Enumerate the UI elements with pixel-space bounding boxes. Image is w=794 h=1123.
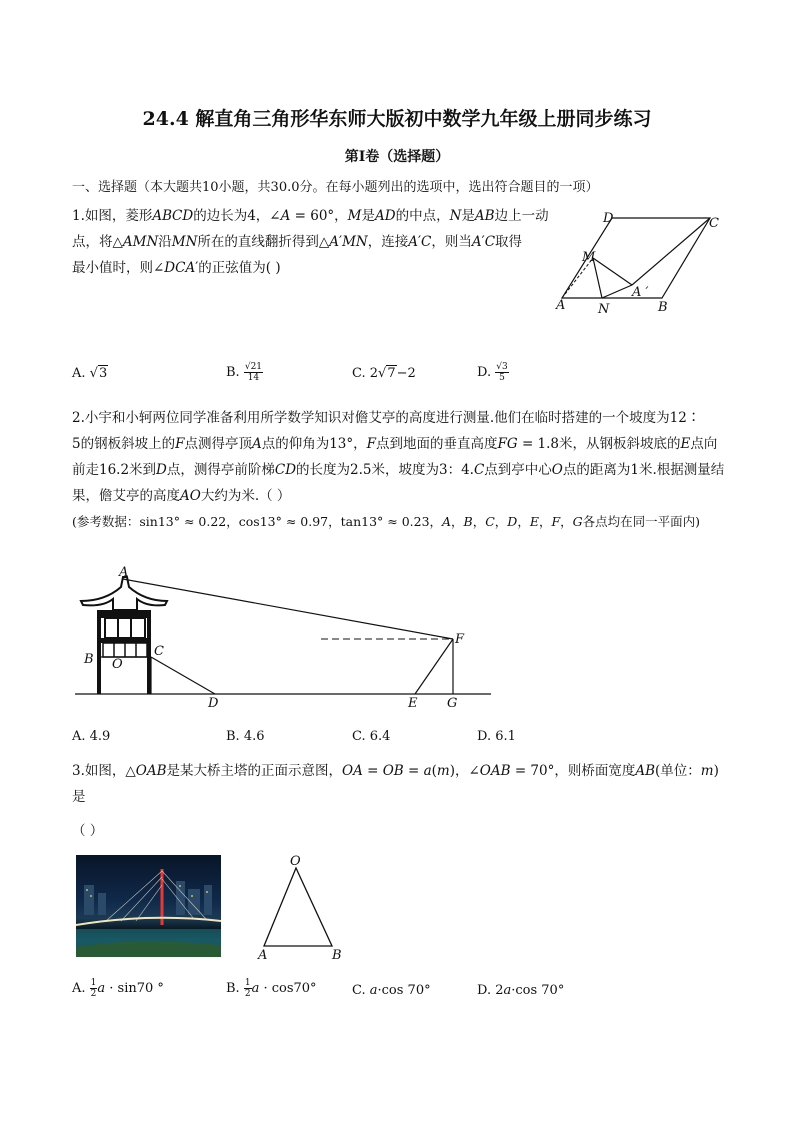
label-c: C bbox=[154, 644, 164, 659]
label-b: B bbox=[658, 300, 668, 315]
question-text-line: 果，儋艾亭的高度𝐴𝑂大约为米.（ ） bbox=[72, 488, 291, 504]
question-number: 1. bbox=[72, 208, 85, 224]
label-c: C bbox=[709, 216, 719, 231]
segment-ac bbox=[632, 218, 710, 285]
steel-slope-ef bbox=[415, 639, 453, 694]
pavilion-roof bbox=[81, 577, 167, 610]
rhombus-figure bbox=[550, 205, 730, 320]
reference-data: (参考数据：sin13° ≈ 0.22，cos13° ≈ 0.97，tan13° ≈ 0.23，𝐴，𝐵，𝐶，𝐷，𝐸，𝐹，𝐺各点均在同一平面内) bbox=[72, 514, 700, 529]
label-b: B bbox=[332, 948, 342, 963]
label-a: A bbox=[119, 565, 129, 580]
label-o: O bbox=[290, 854, 301, 869]
section-heading: 第Ⅰ卷（选择题） bbox=[344, 149, 450, 165]
option-b[interactable]: B. 4.6 bbox=[226, 729, 265, 744]
question-text-line: 如图，菱形𝐴𝐵𝐶𝐷的边长为4，∠𝐴 = 60°，𝑀是𝐴𝐷的中点，𝑁是𝐴𝐵边上一动 bbox=[84, 208, 549, 224]
label-d: D bbox=[208, 696, 219, 711]
option-c[interactable]: C. 𝑎·cos 70° bbox=[352, 983, 431, 998]
label-a: A bbox=[556, 298, 566, 313]
fraction: $\frac{√3}{5}$ bbox=[496, 362, 508, 383]
question-text-line: 前走16.2米到𝐷点，测得亭前阶梯𝐶𝐷的长度为2.5米，坡度为3：4.𝐶点到亭中心𝑂点的距离为1米.根据测量结 bbox=[72, 462, 725, 478]
option-c[interactable]: C. 2√7−2 bbox=[352, 366, 416, 381]
option-b[interactable]: B. $\frac{√21}{14}$ bbox=[226, 362, 263, 383]
option-a[interactable]: A. $\frac{1}{2}$ 𝑎 · sin70 ° bbox=[72, 978, 164, 999]
label-a-prime: A ′ bbox=[632, 285, 649, 300]
fraction: $\frac{1}{2}$ bbox=[244, 978, 251, 999]
sight-line-af bbox=[123, 579, 453, 639]
label-m: M bbox=[582, 250, 596, 265]
label-g: G bbox=[447, 696, 458, 711]
question-text-line: （ ） bbox=[72, 823, 104, 839]
option-b[interactable]: B. $\frac{1}{2}$ 𝑎 · cos70° bbox=[226, 978, 317, 999]
step-slope-cd bbox=[151, 657, 215, 694]
label-d: D bbox=[603, 211, 614, 226]
question-text-line: 如图，△𝑂𝐴𝐵是某大桥主塔的正面示意图，𝑂𝐴 = 𝑂𝐵 = 𝑎(𝑚)，∠𝑂𝐴𝐵 = 70°，则桥面宽度𝐴𝐵(单位：𝑚)是 bbox=[72, 763, 719, 805]
question-2 bbox=[72, 405, 732, 535]
label-f: F bbox=[455, 632, 465, 647]
option-a[interactable]: A. √3 bbox=[72, 366, 108, 381]
label-e: E bbox=[408, 696, 418, 711]
option-d[interactable]: D. $\frac{√3}{5}$ bbox=[477, 362, 508, 383]
question-number: 3. bbox=[72, 763, 85, 779]
pavilion-window bbox=[105, 618, 145, 638]
question-text-line: 最小值时，则∠𝐷𝐶𝐴′的正弦值为( ) bbox=[72, 260, 281, 276]
bridge-photo-illustration bbox=[76, 855, 221, 957]
pavilion-beam bbox=[97, 610, 151, 618]
option-d[interactable]: D. 6.1 bbox=[477, 729, 516, 744]
fraction: $\frac{1}{2}$ bbox=[90, 978, 97, 999]
question-number: 2. bbox=[72, 410, 85, 426]
question-text-line: 5的钢板斜坡上的𝐹点测得亭顶𝐴点的仰角为13°，𝐹点到地面的垂直高度𝐹𝐺 = 1.8米，从钢板斜坡底的𝐸点向 bbox=[72, 436, 718, 452]
option-d[interactable]: D. 2𝑎·cos 70° bbox=[477, 983, 565, 998]
fraction: $\frac{√21}{14}$ bbox=[244, 362, 263, 383]
fold-line-ma bbox=[593, 258, 632, 285]
bridge-deck bbox=[76, 918, 221, 925]
pavilion-pillar bbox=[97, 618, 101, 694]
pavilion-figure bbox=[75, 565, 495, 715]
fold-line-an bbox=[602, 285, 632, 298]
label-b: B bbox=[84, 652, 94, 667]
question-text-line: 点，将△𝐴𝑀𝑁沿𝑀𝑁所在的直线翻折得到△𝐴′𝑀𝑁，连接𝐴′𝐶，则当𝐴′𝐶取得 bbox=[72, 234, 523, 250]
option-c[interactable]: C. 6.4 bbox=[352, 729, 391, 744]
triangle-oab bbox=[264, 868, 332, 946]
page-title: 24.4 解直角三角形华东师大版初中数学九年级上册同步练习 bbox=[142, 108, 652, 130]
label-n: N bbox=[598, 302, 610, 317]
question-text-line: 小宇和小轲两位同学准备利用所学数学知识对儋艾亭的高度进行测量.他们在临时搭建的一个坡度为12∶ bbox=[84, 410, 701, 426]
label-a: A bbox=[258, 948, 268, 963]
question-1 bbox=[72, 203, 552, 281]
section-instructions: 一、选择题（本大题共10小题，共30.0分。在每小题列出的选项中，选出符合题目的一项） bbox=[72, 180, 599, 195]
bridge-photo bbox=[76, 855, 221, 957]
question-3 bbox=[72, 758, 732, 810]
option-a[interactable]: A. 4.9 bbox=[72, 729, 111, 744]
label-o: O bbox=[112, 657, 123, 672]
triangle-figure bbox=[250, 850, 350, 965]
